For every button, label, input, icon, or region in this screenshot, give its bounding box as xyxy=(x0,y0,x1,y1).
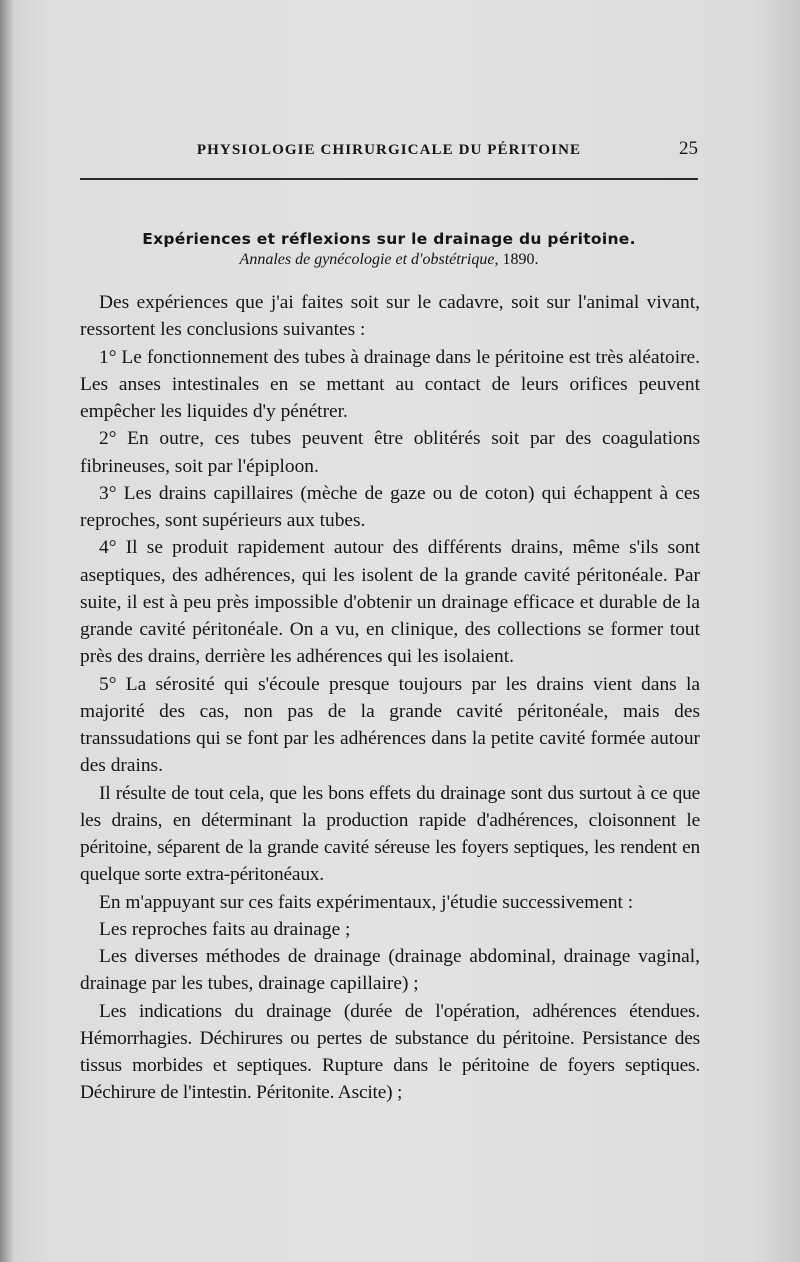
running-head-title: PHYSIOLOGIE CHIRURGICALE DU PÉRITOINE xyxy=(196,142,582,158)
journal-name: Annales de gynécologie et d'obstétrique, xyxy=(239,251,499,268)
paragraph-conclusion-3: 3° Les drains capillaires (mèche de gaze ou de coton) qui échappent à ces reproches, sont supérieurs aux tubes. xyxy=(80,482,700,531)
page-gutter-shadow xyxy=(0,0,14,1262)
paragraph-conclusion-4: 4° Il se produit rapidement autour des différents drains, même s'ils sont aseptiques, des adhérences, qui les isolent de la grande cavité péritonéale. Par suite, il est à peu près impossible d'obtenir un drainage efficace et durable de la grande cavité péritonéale. On a vu, en clinique, des collections se former tout près des drains, derrière les adhérences qui les isolaient. xyxy=(80,537,700,668)
paragraph-intro: Des expériences que j'ai faites soit sur le cadavre, soit sur l'animal vivant, ressortent les conclusions suivantes : xyxy=(80,292,700,341)
header-rule xyxy=(80,178,698,180)
page-number: 25 xyxy=(679,138,698,159)
running-head xyxy=(80,136,698,166)
article-heading xyxy=(80,228,698,270)
article-title: Expériences et réflexions sur le drainage du péritoine. xyxy=(142,230,636,248)
publication-year: 1890. xyxy=(498,251,539,268)
paragraph-study-methods: Les diverses méthodes de drainage (drainage abdominal, drainage vaginal, drainage par les tubes, drainage capillaire) ; xyxy=(80,946,700,995)
paragraph-conclusion-5: 5° La sérosité qui s'écoule presque toujours par les drains vient dans la majorité des cas, non pas de la grande cavité péritonéale, mais des transsudations qui se font par les adhérences dans la petite cavité formée autour des drains. xyxy=(80,673,700,777)
paragraph-study-indications: Les indications du drainage (durée de l'opération, adhérences étendues. Hémorrhagies. Déchirures ou pertes de substance du péritoine. Persistance des tissus morbides et septiques. Rupture dans le péritoine de foyers septiques. Déchirure de l'intestin. Péritonite. Ascite) ; xyxy=(80,1000,700,1104)
paragraph-study-reproaches: Les reproches faits au drainage ; xyxy=(99,918,351,940)
paragraph-conclusion-2: 2° En outre, ces tubes peuvent être oblitérés soit par des coagulations fibrineuses, soit par l'épiploon. xyxy=(80,428,700,477)
paragraph-summary: Il résulte de tout cela, que les bons effets du drainage sont dus surtout à ce que les drains, en déterminant la production rapide d'adhérences, cloisonnent le péritoine, séparent de la grande cavité séreuse les foyers septiques, les rendent en quelque sorte extra-péritonéaux. xyxy=(80,782,700,886)
article-source xyxy=(80,250,698,270)
paragraph-conclusion-1: 1° Le fonctionnement des tubes à drainage dans le péritoine est très aléatoire. Les anses intestinales en se mettant au contact de leurs orifices peuvent empêcher les liquides d'y pénétrer. xyxy=(80,346,700,422)
body-text xyxy=(80,289,700,1107)
paragraph-study-intro: En m'appuyant sur ces faits expérimentaux, j'étudie successivement : xyxy=(99,891,634,913)
